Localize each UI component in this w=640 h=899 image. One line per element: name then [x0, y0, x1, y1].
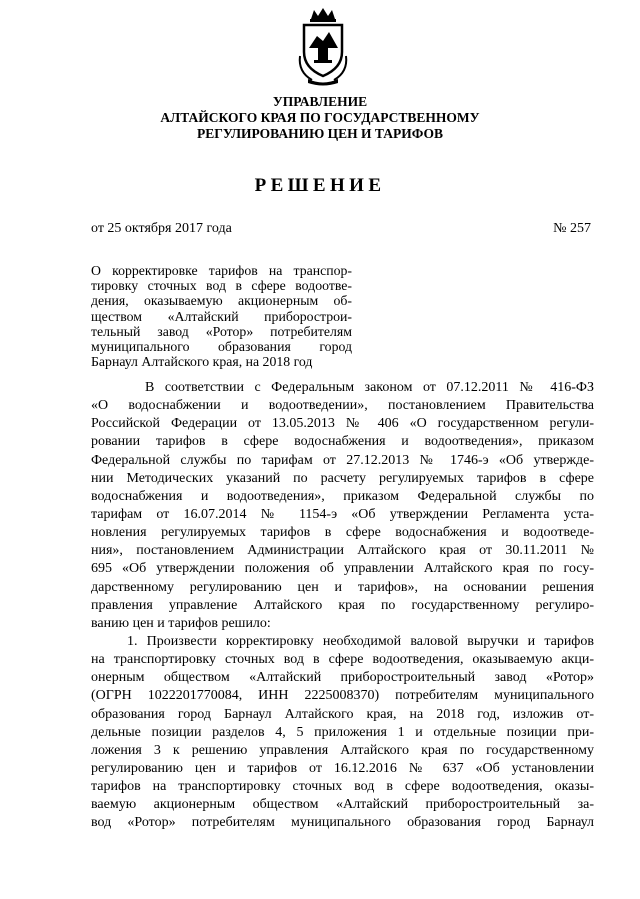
org-line: УПРАВЛЕНИЕ	[272, 94, 368, 109]
subject-line: тировку сточных вод в сфере водоотве-	[91, 278, 352, 294]
body-line: образования город Барнаул Алтайского края, на 2018 год, изложив от-	[91, 706, 594, 722]
body-line: Российской Федерации от 13.05.2013 № 406 «О государственном регули-	[91, 416, 594, 432]
org-line: АЛТАЙСКОГО КРАЯ ПО ГОСУДАРСТВЕННОМУ	[160, 110, 480, 125]
body-line: (ОГРН 1022201770084, ИНН 2225008370) потребителям муниципального	[91, 688, 594, 704]
subject-line: муниципального образования город	[91, 338, 352, 354]
body-line: правления управление Алтайского края по государственному регулиро-	[91, 597, 594, 613]
body-line: новления регулируемых тарифов в сфере водоснабжения и водоотведе-	[91, 525, 594, 541]
body-line: В соответствии с Федеральным законом от 07.12.2011 № 416-ФЗ	[145, 380, 594, 395]
subject-line: Барнаул Алтайского края, на 2018 год	[91, 354, 313, 370]
body-line: вод «Ротор» потребителям муниципального образования город Барнаул	[91, 815, 594, 831]
body-line: тарифов на транспортировку сточных вод в сфере водоотведения, оказы-	[91, 779, 594, 795]
org-line: РЕГУЛИРОВАНИЮ ЦЕН И ТАРИФОВ	[196, 126, 444, 141]
body-line: 1. Произвести корректировку необходимой валовой выручки и тарифов	[127, 633, 594, 649]
body-line: тарифам от 16.07.2014 № 1154-э «Об утверждении Регламента уста-	[91, 506, 594, 522]
body-line: регулированию цен и тарифов от 16.12.2016 № 637 «Об установлении	[91, 760, 594, 776]
document-subject	[91, 263, 352, 369]
body-line: «О водоснабжении и водоотведении», постановлением Правительства	[91, 398, 594, 414]
document-title: РЕШЕНИЕ	[254, 175, 386, 196]
body-line: ложения 3 к решению управления Алтайского края по государственному	[91, 742, 594, 758]
body-line: ния», постановлением Администрации Алтайского края от 30.11.2011 №	[91, 543, 594, 559]
body-line: ваемую акционерным обществом «Алтайский приборостроительный за-	[91, 797, 594, 813]
subject-line: ществом «Алтайский приборострои-	[91, 308, 352, 324]
coat-of-arms-icon	[294, 6, 352, 88]
body-line: Федеральной службы по тарифам от 27.12.2013 № 1746-э «Об утвержде-	[91, 452, 594, 468]
document-number: № 257	[553, 221, 591, 236]
organization-name	[0, 94, 640, 142]
body-line: 695 «Об утверждении положения об управлении Алтайского края по госу-	[91, 561, 594, 577]
body-line: ровании тарифов в сфере водоснабжения и водоотведения», приказом	[91, 434, 594, 450]
body-line: ванию цен и тарифов решило:	[91, 615, 271, 631]
body-line: дарственному регулированию цен и тарифов», на основании решения	[91, 579, 594, 595]
subject-line: О корректировке тарифов на транспор-	[91, 263, 352, 278]
subject-line: дения, оказываемую акционерным об-	[91, 293, 352, 309]
body-line: онерным обществом «Алтайский приборостроительный завод «Ротор»	[91, 670, 594, 686]
body-line: водоснабжения и водоотведения», приказом Федеральной службы по	[91, 488, 594, 504]
subject-line: тельный завод «Ротор» потребителям	[91, 323, 352, 339]
body-line: нии Методических указаний по расчету регулируемых тарифов в сфере	[91, 470, 594, 486]
document-date: от 25 октября 2017 года	[91, 221, 232, 236]
document-body	[91, 379, 594, 833]
body-line: на транспортировку сточных вод в сфере водоотведения, оказываемую акци-	[91, 652, 594, 668]
body-line: дельные позиции разделов 4, 5 приложения 1 и отдельные позиции при-	[91, 724, 594, 740]
